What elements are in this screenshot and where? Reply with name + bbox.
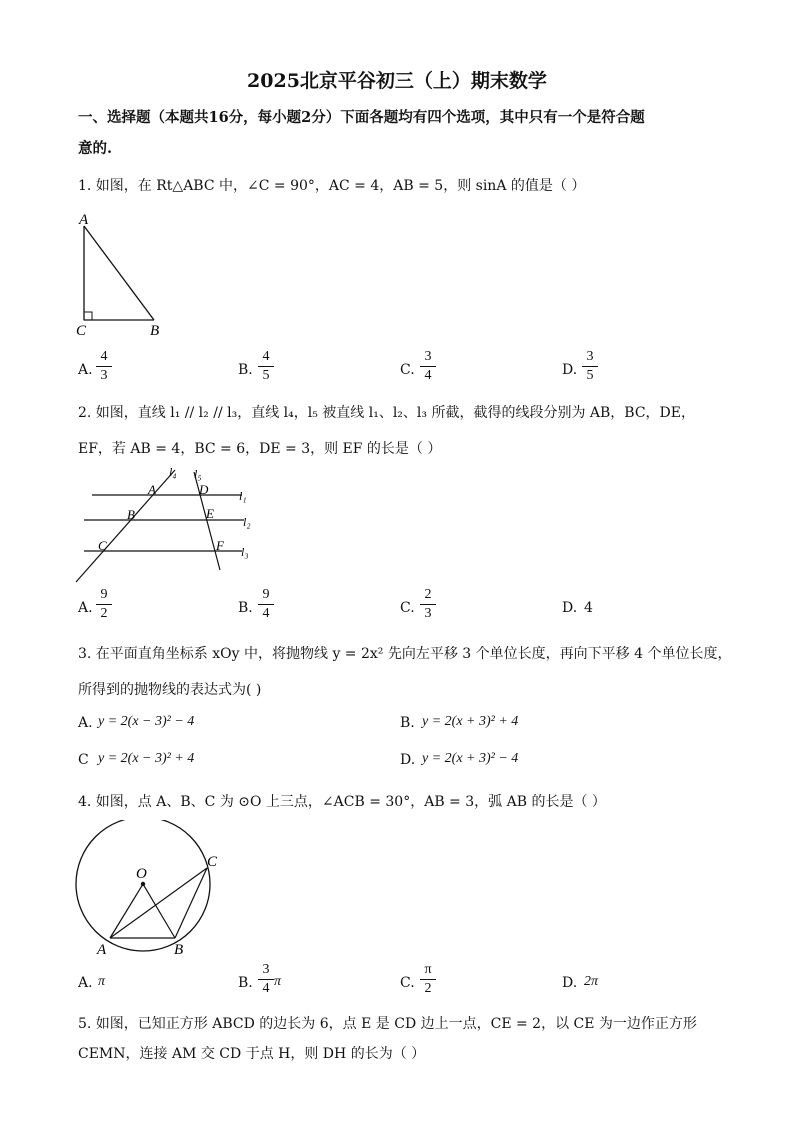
q2-option-a-den: 2 [100,606,108,621]
q3-option-c-letter: C [78,752,89,768]
q2-option-b-den: 4 [262,606,270,621]
q4-option-b-num: 3 [262,962,270,977]
q1-option-d-den: 5 [586,368,594,383]
q2-option-d-letter: D. [562,600,578,616]
q3-option-a-text: y = 2(x − 3)² − 4 [98,714,195,729]
q2-label-l1: l₁ [239,489,247,503]
q4-option-c-num: π [424,962,432,977]
q4-option-b-letter: B. [238,975,253,991]
q2-label-l5: l₅ [194,467,202,481]
q1-label-a: A [79,212,89,228]
q4-label-o: O [136,866,147,882]
q2-parallel-lines-diagram [70,462,260,586]
q2-label-a: A [148,482,156,497]
q2-option-b-num: 9 [262,587,270,602]
q4-option-c-fraction [420,963,436,996]
q2-label-f: F [216,538,224,553]
q4-option-c-den: 2 [424,981,432,996]
question-1-text: 1. 如图，在 Rt△ABC 中，∠C = 90°，AC = 4，AB = 5，则 sinA 的值是（ ） [78,178,586,194]
q2-label-l4: l₄ [169,465,177,479]
q1-option-d-letter: D. [562,362,578,378]
q1-triangle-diagram [74,208,174,340]
q2-label-c: C [98,538,107,553]
question-2-line1: 2. 如图，直线 l₁ // l₂ // l₃，直线 l₄，l₅ 被直线 l₁、l₂、l₃ 所截，截得的线段分别为 AB，BC，DE， [78,405,695,421]
q2-option-b-fraction [258,588,274,621]
q2-option-b-letter: B. [238,600,253,616]
q1-label-c: C [76,323,87,339]
q2-option-c-den: 3 [424,606,432,621]
q1-option-b-den: 5 [262,368,270,383]
question-5-line1: 5. 如图，已知正方形 ABCD 的边长为 6，点 E 是 CD 边上一点，CE = 2，以 CE 为一边作正方形 [78,1016,697,1032]
q4-option-b-suffix: π [274,974,282,989]
q1-option-c-letter: C. [400,362,415,378]
q2-label-b: B [127,507,135,522]
q4-option-d-letter: D. [562,975,578,991]
q1-option-d-fraction [582,350,598,383]
q2-option-a-letter: A. [78,600,93,616]
q4-option-d-text: 2π [584,974,599,989]
q3-option-d-letter: D. [400,752,416,768]
q4-option-a-text: π [98,974,106,989]
q1-option-a-fraction [96,350,112,383]
q3-option-c-text: y = 2(x − 3)² + 4 [98,751,195,766]
question-5-line2: CEMN，连接 AM 交 CD 于点 H，则 DH 的长为（ ） [78,1046,426,1062]
q3-option-d-text: y = 2(x + 3)² − 4 [422,751,519,766]
section-header-line2: 意的. [78,140,113,157]
q4-option-b-fraction [258,963,274,996]
q2-option-a-num: 9 [100,587,108,602]
q2-option-a-fraction [96,588,112,621]
q1-option-b-num: 4 [262,349,270,364]
q3-option-b-letter: B. [400,715,415,731]
section-header-line1: 一、选择题（本题共16分，每小题2分）下面各题均有四个选项，其中只有一个是符合题 [78,109,645,126]
question-4-text: 4. 如图，点 A、B、C 为 ⊙O 上三点，∠ACB = 30°，AB = 3，弧 AB 的长是（ ） [78,794,606,810]
q2-label-l3: l₃ [241,545,249,559]
q1-option-c-num: 3 [424,349,432,364]
q4-label-a: A [97,942,107,958]
page-title: 2025北京平谷初三（上）期末数学 [247,70,547,92]
q2-label-e: E [206,506,214,521]
q2-option-c-fraction [420,588,436,621]
q1-option-b-letter: B. [238,362,253,378]
q1-option-c-den: 4 [424,368,432,383]
question-3-line1: 3. 在平面直角坐标系 xOy 中，将抛物线 y = 2x² 先向左平移 3 个单位长度，再向下平移 4 个单位长度， [78,646,732,662]
q2-label-d: D [199,482,209,497]
q4-circle-diagram [70,820,230,960]
q4-label-b: B [174,942,184,958]
q1-option-d-num: 3 [586,349,594,364]
q4-option-b-den: 4 [262,981,270,996]
question-3-line2: 所得到的抛物线的表达式为( ) [78,682,262,698]
q4-option-a-letter: A. [78,975,93,991]
q1-label-b: B [150,323,160,339]
q3-option-a-letter: A. [78,715,93,731]
q2-option-d-text: 4 [584,600,593,616]
q4-option-c-letter: C. [400,975,415,991]
q2-option-c-num: 2 [424,587,432,602]
q1-option-a-letter: A. [78,362,93,378]
q4-label-c: C [207,854,218,870]
question-2-line2: EF，若 AB = 4，BC = 6，DE = 3，则 EF 的长是（ ） [78,441,442,457]
q2-option-c-letter: C. [400,600,415,616]
q3-option-b-text: y = 2(x + 3)² + 4 [422,714,519,729]
q1-option-c-fraction [420,350,436,383]
q1-option-a-den: 3 [100,368,108,383]
q2-label-l2: l₂ [243,515,251,529]
q1-option-b-fraction [258,350,274,383]
q1-option-a-num: 4 [100,349,108,364]
